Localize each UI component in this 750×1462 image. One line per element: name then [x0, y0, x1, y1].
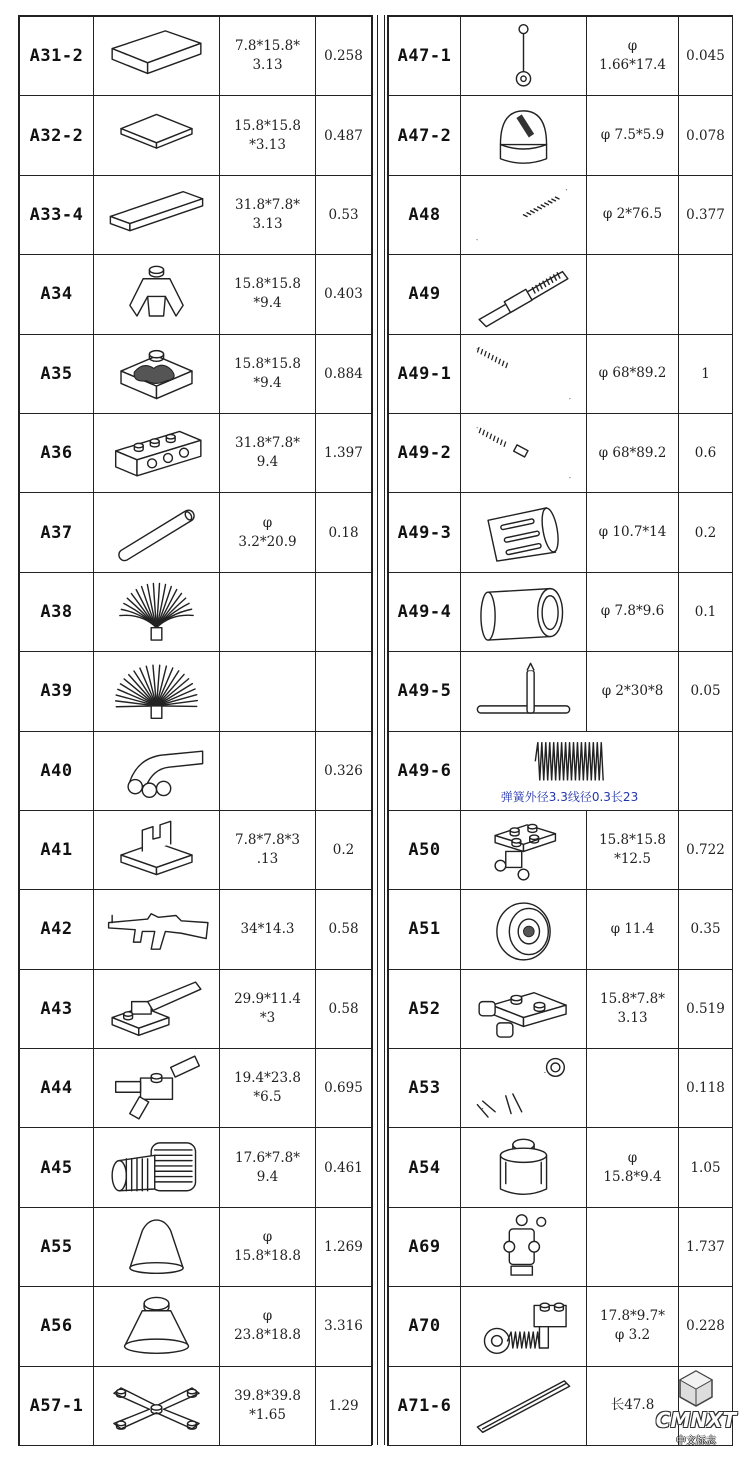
table-row: [20, 1367, 372, 1446]
part-drawing: [461, 1367, 587, 1445]
part-code: A41: [20, 811, 94, 889]
rod-icon: [99, 499, 214, 566]
part-weight: 0.2: [316, 811, 372, 889]
cone-icon: [99, 1213, 214, 1280]
wheel-icon: [466, 896, 581, 963]
part-weight: [679, 732, 733, 810]
table-row: [20, 890, 372, 969]
connector-hub-icon: [99, 1055, 214, 1122]
part-dimensions: φ 23.8*18.8: [220, 1287, 316, 1365]
part-dimensions: [587, 1049, 679, 1127]
part-weight: 1.397: [316, 414, 372, 492]
part-drawing: [94, 1128, 220, 1206]
table-row: [20, 493, 372, 572]
part-weight: [316, 652, 372, 730]
tube-sleeve-icon: [466, 578, 581, 645]
part-drawing: [94, 573, 220, 651]
spring-icon: [470, 737, 670, 786]
grass-tuft-icon: [99, 578, 214, 645]
part-drawing: [94, 335, 220, 413]
part-code: A33-4: [20, 176, 94, 254]
part-dimensions: φ 15.8*9.4: [587, 1128, 679, 1206]
part-drawing: [461, 652, 587, 730]
part-dimensions: φ 2*30*8: [587, 652, 679, 730]
part-dimensions: 17.8*9.7* φ 3.2: [587, 1287, 679, 1365]
part-weight: 0.58: [316, 890, 372, 968]
part-drawing: [94, 890, 220, 968]
part-drawing: [94, 414, 220, 492]
part-code: A44: [20, 1049, 94, 1127]
part-code: A35: [20, 335, 94, 413]
part-code: A50: [389, 811, 461, 889]
part-dimensions: 29.9*11.4 *3: [220, 970, 316, 1048]
part-dimensions: φ 15.8*18.8: [220, 1208, 316, 1286]
part-drawing: [94, 811, 220, 889]
part-drawing: [94, 176, 220, 254]
table-row: [389, 414, 733, 493]
part-weight: 0.519: [679, 970, 733, 1048]
part-weight: 0.078: [679, 96, 733, 174]
part-weight: 0.58: [316, 970, 372, 1048]
rock-block-icon: [99, 340, 214, 407]
part-code: A39: [20, 652, 94, 730]
cannon-plate-icon: [99, 975, 214, 1042]
part-weight: 1.269: [316, 1208, 372, 1286]
part-code: A38: [20, 573, 94, 651]
table-row: [389, 890, 733, 969]
lever-base-icon: [466, 102, 581, 169]
part-drawing: [461, 96, 587, 174]
table-row: [20, 335, 372, 414]
part-drawing: [461, 1208, 587, 1286]
engine-icon: [99, 1134, 214, 1201]
table-row: [389, 1287, 733, 1366]
part-dimensions: 7.8*7.8*3 .13: [220, 811, 316, 889]
part-code: A49-6: [389, 732, 461, 810]
table-row: [389, 732, 733, 811]
part-dimensions: 15.8*15.8 *3.13: [220, 96, 316, 174]
double-clip-plate-icon: [466, 975, 581, 1042]
part-weight: 1: [679, 335, 733, 413]
table-row: [389, 1128, 733, 1207]
part-code: A49: [389, 255, 461, 333]
part-drawing: [461, 811, 587, 889]
table-row: [20, 1287, 372, 1366]
table-row: [389, 1049, 733, 1128]
table-row: [389, 176, 733, 255]
parts-table-right: [387, 15, 733, 1446]
part-drawing: [461, 573, 587, 651]
part-drawing: [94, 96, 220, 174]
table-row: [389, 335, 733, 414]
part-dimensions: 15.8*15.8 *12.5: [587, 811, 679, 889]
part-dimensions: 31.8*7.8* 9.4: [220, 414, 316, 492]
part-drawing: [461, 493, 587, 571]
table-row: [20, 255, 372, 334]
part-dimensions: [220, 732, 316, 810]
table-row: [20, 17, 372, 96]
part-code: A31-2: [20, 17, 94, 95]
part-code: A47-1: [389, 17, 461, 95]
part-drawing: [461, 1128, 587, 1206]
bush-icon: [99, 658, 214, 725]
part-dimensions: φ 3.2*20.9: [220, 493, 316, 571]
large-cone-icon: [99, 1293, 214, 1360]
part-drawing: [461, 17, 587, 95]
part-weight: [679, 255, 733, 333]
table-row: [20, 652, 372, 731]
table-row: [389, 652, 733, 731]
part-drawing: [461, 890, 587, 968]
threaded-shaft-small-icon: [466, 419, 581, 486]
part-weight: 0.045: [679, 17, 733, 95]
part-dimensions: φ 1.66*17.4: [587, 17, 679, 95]
part-code: A49-5: [389, 652, 461, 730]
part-weight: 0.695: [316, 1049, 372, 1127]
table-row: [20, 811, 372, 890]
part-code: A42: [20, 890, 94, 968]
part-code: A51: [389, 890, 461, 968]
table-row: [389, 573, 733, 652]
part-weight: 0.6: [679, 414, 733, 492]
part-drawing: [461, 1049, 587, 1127]
part-weight: 0.05: [679, 652, 733, 730]
spring-bracket-icon: [466, 1293, 581, 1360]
claw-stand-icon: [99, 261, 214, 328]
part-weight: 1.737: [679, 1208, 733, 1286]
part-drawing: [461, 1287, 587, 1365]
part-drawing: [461, 176, 587, 254]
table-row: [20, 732, 372, 811]
part-dimensions: φ 7.8*9.6: [587, 573, 679, 651]
table-row: [389, 811, 733, 890]
table-row: [20, 573, 372, 652]
part-code: A49-2: [389, 414, 461, 492]
part-code: A49-3: [389, 493, 461, 571]
part-code: A52: [389, 970, 461, 1048]
part-dimensions: 15.8*7.8* 3.13: [587, 970, 679, 1048]
part-drawing: [94, 1367, 220, 1445]
table-row: [20, 970, 372, 1049]
part-code: A48: [389, 176, 461, 254]
watermark-brand: CMNXT: [655, 1408, 737, 1432]
part-code: A45: [20, 1128, 94, 1206]
t-pin-icon: [466, 658, 581, 725]
part-drawing: [94, 970, 220, 1048]
part-dimensions: 19.4*23.8 *6.5: [220, 1049, 316, 1127]
clip-plate-icon: [99, 816, 214, 883]
part-drawing: [94, 17, 220, 95]
part-dimensions: [220, 652, 316, 730]
bar-icon: [466, 1372, 581, 1439]
threaded-shaft-icon: [466, 340, 581, 407]
watermark-subtitle: 中文标志: [676, 1436, 716, 1447]
part-drawing: [461, 970, 587, 1048]
table-row: [20, 414, 372, 493]
part-dimensions: 7.8*15.8* 3.13: [220, 17, 316, 95]
part-weight: 0.326: [316, 732, 372, 810]
part-code: A36: [20, 414, 94, 492]
part-dimensions: [220, 573, 316, 651]
part-weight: 0.1: [679, 573, 733, 651]
part-dimensions: φ 2*76.5: [587, 176, 679, 254]
part-drawing: [94, 652, 220, 730]
slotted-sleeve-icon: [466, 499, 581, 566]
parts-table-left: [18, 15, 372, 1446]
part-drawing: [461, 335, 587, 413]
part-code: A37: [20, 493, 94, 571]
part-code: A47-2: [389, 96, 461, 174]
long-axle-icon: [466, 181, 581, 248]
part-weight: 0.18: [316, 493, 372, 571]
table-divider: [372, 15, 385, 1445]
part-weight: 1.29: [316, 1367, 372, 1445]
long-tile-icon: [99, 181, 214, 248]
flat-brick-icon: [99, 22, 214, 89]
spring-spec-note: 弹簧外径3.3线径0.3长23: [500, 789, 639, 804]
part-code: A53: [389, 1049, 461, 1127]
part-weight: 0.35: [679, 890, 733, 968]
part-dimensions: φ 11.4: [587, 890, 679, 968]
part-weight: 0.487: [316, 96, 372, 174]
table-row: [20, 1049, 372, 1128]
curved-pipe-icon: [99, 737, 214, 804]
part-code: A34: [20, 255, 94, 333]
part-drawing: [461, 255, 587, 333]
technic-brick-icon: [99, 419, 214, 486]
part-code: A71-6: [389, 1367, 461, 1445]
part-drawing: [94, 1287, 220, 1365]
table-row: [389, 1208, 733, 1287]
part-dimensions: 39.8*39.8 *1.65: [220, 1367, 316, 1445]
part-dimensions: [587, 1208, 679, 1286]
part-code: A49-4: [389, 573, 461, 651]
claw-arm-icon: [466, 1055, 581, 1122]
table-row: [389, 255, 733, 334]
part-drawing: [461, 732, 679, 810]
part-code: A56: [20, 1287, 94, 1365]
part-drawing: [94, 1049, 220, 1127]
lever-icon: [466, 22, 581, 89]
table-row: [389, 970, 733, 1049]
part-weight: 0.258: [316, 17, 372, 95]
table-row: [20, 1208, 372, 1287]
rifle-icon: [99, 896, 214, 963]
cross-plate-icon: [99, 1372, 214, 1439]
part-dimensions: 31.8*7.8* 3.13: [220, 176, 316, 254]
part-weight: 0.403: [316, 255, 372, 333]
part-code: A32-2: [20, 96, 94, 174]
mech-joint-icon: [466, 1213, 581, 1280]
part-dimensions: 15.8*15.8 *9.4: [220, 255, 316, 333]
table-row: [20, 176, 372, 255]
table-row: [389, 493, 733, 572]
part-code: A54: [389, 1128, 461, 1206]
part-drawing: [94, 493, 220, 571]
table-row: [389, 17, 733, 96]
part-weight: 0.884: [316, 335, 372, 413]
part-weight: 0.2: [679, 493, 733, 571]
part-dimensions: φ 10.7*14: [587, 493, 679, 571]
part-code: A55: [20, 1208, 94, 1286]
shaft-assembly-icon: [466, 261, 581, 328]
part-dimensions: φ 68*89.2: [587, 414, 679, 492]
part-dimensions: φ 68*89.2: [587, 335, 679, 413]
part-code: A43: [20, 970, 94, 1048]
part-weight: 0.461: [316, 1128, 372, 1206]
part-dimensions: 34*14.3: [220, 890, 316, 968]
part-dimensions: 长47.8: [587, 1367, 679, 1445]
round-brick-icon: [466, 1134, 581, 1201]
part-code: A70: [389, 1287, 461, 1365]
part-code: A57-1: [20, 1367, 94, 1445]
part-drawing: [94, 732, 220, 810]
part-weight: [316, 573, 372, 651]
part-weight: 0.228: [679, 1287, 733, 1365]
part-code: A69: [389, 1208, 461, 1286]
part-dimensions: φ 7.5*5.9: [587, 96, 679, 174]
square-tile-icon: [99, 102, 214, 169]
brand-watermark: [648, 1368, 744, 1458]
part-drawing: [94, 1208, 220, 1286]
part-weight: 0.118: [679, 1049, 733, 1127]
part-weight: 3.316: [316, 1287, 372, 1365]
part-code: A49-1: [389, 335, 461, 413]
part-weight: 0.53: [316, 176, 372, 254]
part-code: A40: [20, 732, 94, 810]
part-weight: 0.377: [679, 176, 733, 254]
part-dimensions: 17.6*7.8* 9.4: [220, 1128, 316, 1206]
part-weight: 0.722: [679, 811, 733, 889]
cube-logo-icon: [676, 1368, 716, 1408]
part-weight: 1.05: [679, 1128, 733, 1206]
part-drawing: [94, 255, 220, 333]
table-row: [20, 1128, 372, 1207]
table-row: [389, 96, 733, 175]
table-row: [20, 96, 372, 175]
part-dimensions: [587, 255, 679, 333]
hinge-plate-icon: [466, 816, 581, 883]
part-dimensions: 15.8*15.8 *9.4: [220, 335, 316, 413]
part-drawing: [461, 414, 587, 492]
